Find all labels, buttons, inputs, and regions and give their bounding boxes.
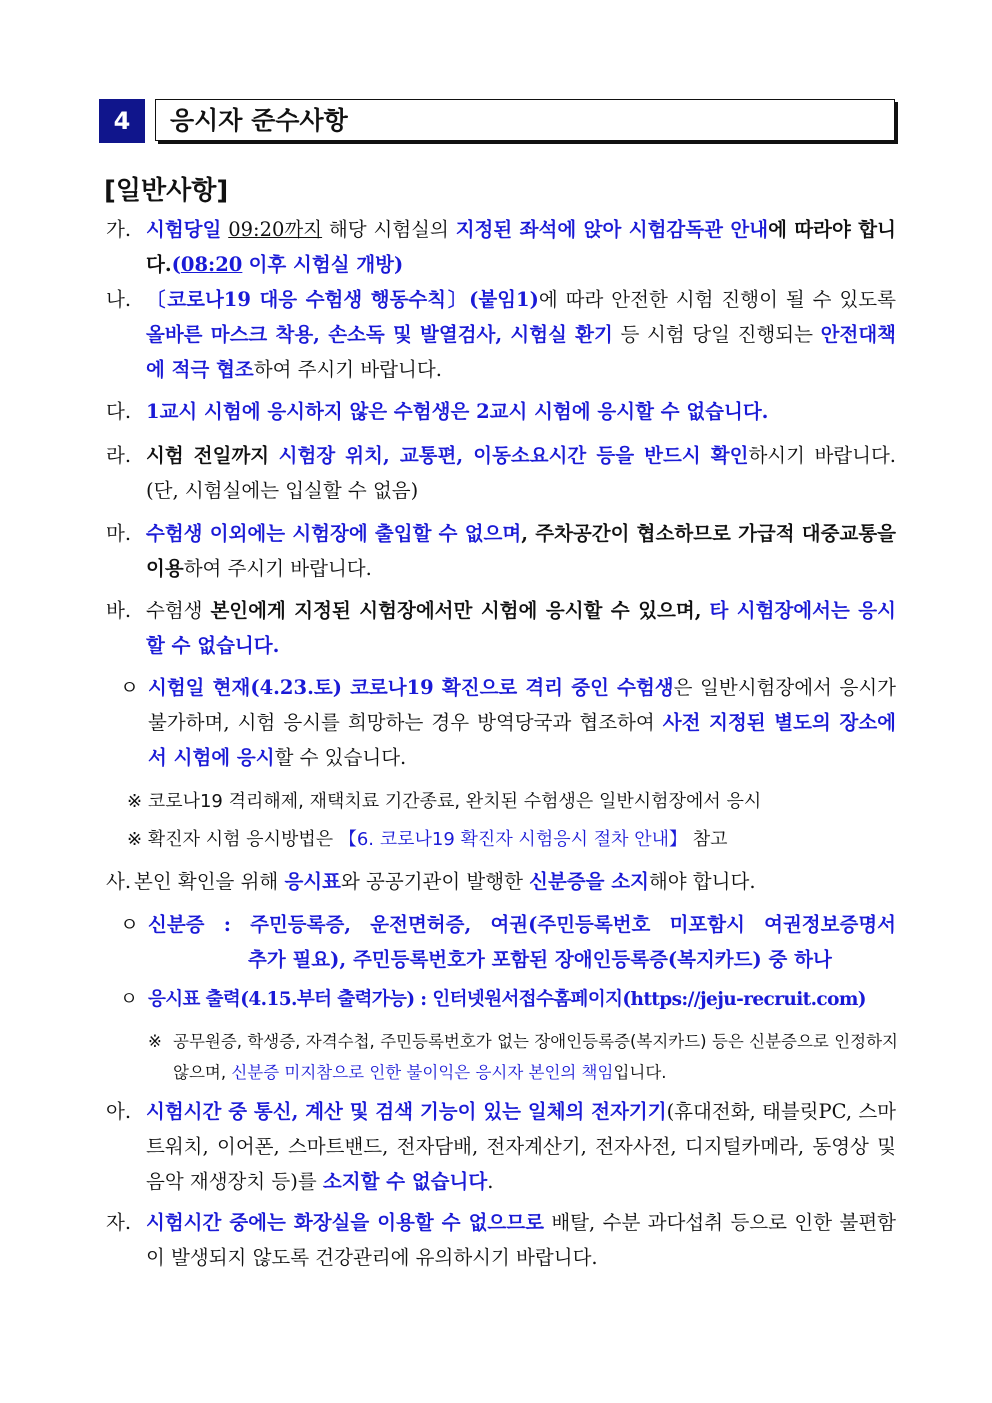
general-items-title: [일반사항] (104, 176, 229, 206)
item-text: 시험당일 09:20까지 해당 시험실의 지정된 좌석에 앉아 시험감독관 안내에 따라야 합니다.(08:20 이후 시험실 개방) (146, 218, 896, 276)
item-text: 본인 확인을 위해 응시표와 공공기관이 발행한 신분증을 소지해야 합니다. (134, 870, 756, 893)
item-label: 나. (106, 288, 132, 311)
item-label: 라. (106, 444, 132, 467)
item-sa (106, 864, 896, 899)
item-ra (106, 438, 896, 508)
item-label: 사. (106, 870, 132, 893)
note-mark: ※ (148, 1032, 162, 1051)
item-label: 자. (106, 1211, 132, 1234)
bullet: ㅇ (120, 676, 139, 699)
item-text: 시험 전일까지 시험장 위치, 교통편, 이동소요시간 등을 반드시 확인하시기 바랍니다. (단, 시험실에는 입실할 수 없음) (146, 444, 897, 502)
sub-text-cont: 추가 필요), 주민등록번호가 포함된 장애인등록증(복지카드) 중 하나 (248, 948, 832, 971)
note-confirmed-method: ※ 확진자 시험 응시방법은 【6. 코로나19 확진자 시험응시 절차 안내】 참고 (127, 829, 728, 850)
bullet: ㅇ (120, 913, 139, 936)
item-text: 1교시 시험에 응시하지 않은 수험생은 2교시 시험에 응시할 수 없습니다. (146, 400, 769, 423)
sub-text: 응시표 출력(4.15.부터 출력가능) : 인터넷원서접수홈페이지(https://jeju-recruit.com) (148, 989, 866, 1010)
section-number: 4 (99, 99, 145, 143)
bullet: ㅇ (120, 989, 138, 1010)
item-ja (106, 1205, 896, 1275)
item-text: 시험시간 중 통신, 계산 및 검색 기능이 있는 일체의 전자기기(휴대전화, 태블릿PC, 스마트워치, 이어폰, 스마트밴드, 전자담배, 전자계산기, 전자사전, 디지털카메라, 동영상 및 음악 재생장치 등)를 소지할 수 없습니다. (146, 1100, 896, 1193)
item-text: 수험생 이외에는 시험장에 출입할 수 없으며, 주차공간이 협소하므로 가급적 대중교통을 이용하여 주시기 바랍니다. (146, 522, 896, 580)
item-ga (106, 212, 896, 282)
sub-text: 시험일 현재(4.23.토) 코로나19 확진으로 격리 중인 수험생은 일반시험장에서 응시가 불가하며, 시험 응시를 희망하는 경우 방역당국과 협조하여 사전 지정된 별도의 장소에서 시험에 응시할 수 있습니다. (148, 676, 896, 769)
sub-text: 신분증 : 주민등록증, 운전면허증, 여권(주민등록번호 미포함시 여권정보증명서 (148, 913, 896, 936)
item-label: 마. (106, 522, 132, 545)
item-text: 시험시간 중에는 화장실을 이용할 수 없으므로 배탈, 수분 과다섭취 등으로 인한 불편함이 발생되지 않도록 건강관리에 유의하시기 바랍니다. (146, 1211, 896, 1269)
note-quarantine-release: ※ 코로나19 격리해제, 재택치료 기간종료, 완치된 수험생은 일반시험장에서 응시 (127, 791, 762, 812)
item-label: 가. (106, 218, 132, 241)
item-a (106, 1094, 896, 1199)
item-na (106, 282, 896, 387)
item-da (106, 394, 896, 429)
section-header (99, 99, 897, 143)
item-sa-sub-ticket (120, 982, 896, 1017)
item-ma (106, 516, 896, 586)
note-id-not-accepted (148, 1026, 898, 1088)
item-ba-sub (120, 670, 896, 775)
section-header-title: 응시자 준수사항 (155, 99, 895, 141)
item-label: 바. (106, 599, 132, 622)
item-label: 다. (106, 400, 132, 423)
item-sa-sub-id (120, 907, 896, 977)
item-text: 〔코로나19 대응 수험생 행동수칙〕(붙임1)에 따라 안전한 시험 진행이 될 수 있도록 올바른 마스크 착용, 손소독 및 발열검사, 시험실 환기 등 시험 당일 진행되는 안전대책에 적극 협조하여 주시기 바랍니다. (146, 288, 896, 381)
note-text: 공무원증, 학생증, 자격수첩, 주민등록번호가 없는 장애인등록증(복지카드) 등은 신분증으로 인정하지 않으며, 신분증 미지참으로 인한 불이익은 응시자 본인의 책임입니다. (173, 1032, 898, 1082)
item-text: 수험생 본인에게 지정된 시험장에서만 시험에 응시할 수 있으며, 타 시험장에서는 응시할 수 없습니다. (146, 599, 896, 657)
item-label: 아. (106, 1100, 132, 1123)
item-ba (106, 593, 896, 663)
